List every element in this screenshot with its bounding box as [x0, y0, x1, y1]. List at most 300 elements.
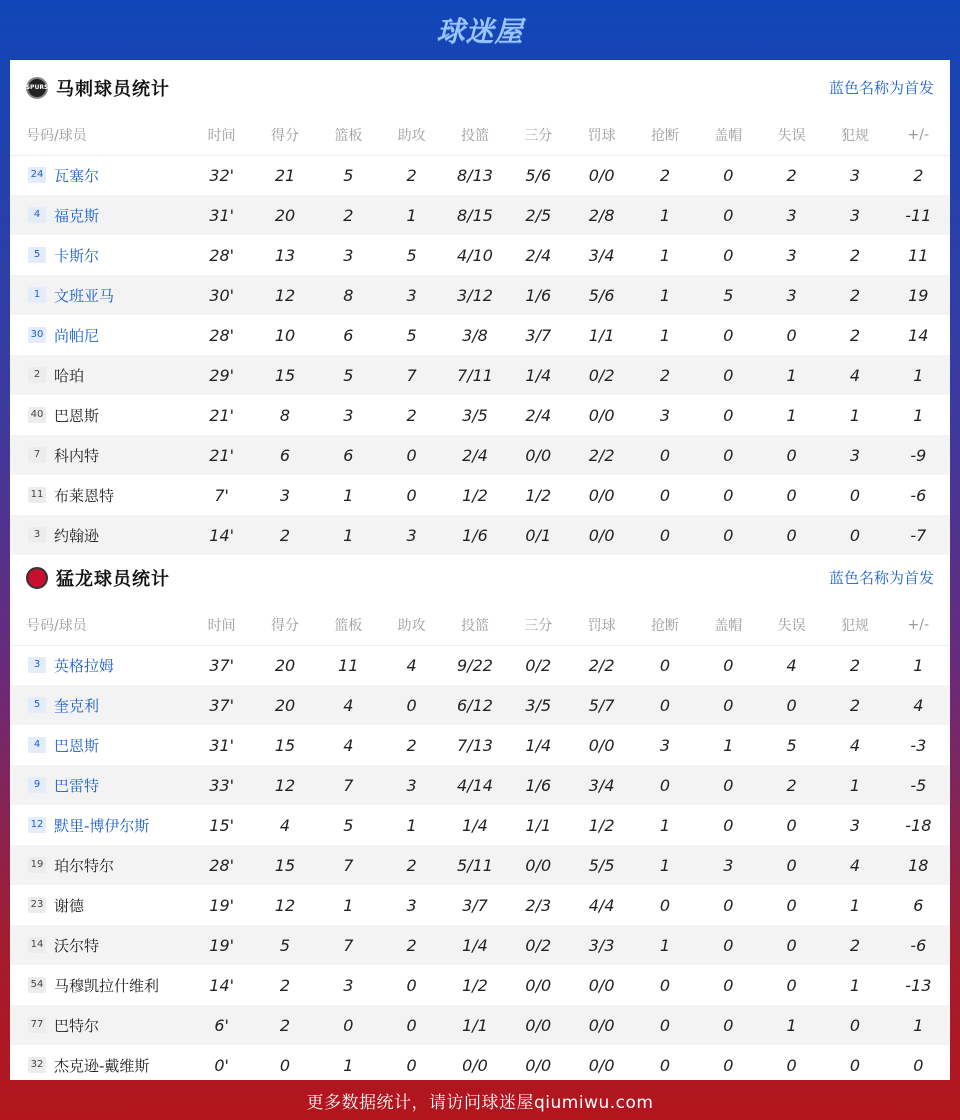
- column-header: 号码/球员: [10, 115, 190, 155]
- stat-cell: 0: [723, 245, 734, 265]
- player-name: 布莱恩特: [54, 486, 115, 505]
- stat-cell: 2: [253, 515, 316, 555]
- player-cell: [10, 725, 190, 765]
- jersey-number-badge: 54: [28, 977, 46, 993]
- stat-cell: 1: [659, 245, 671, 265]
- column-header: 号码/球员: [10, 605, 190, 645]
- stat-cell: 3: [760, 195, 823, 235]
- player-name: 马穆凯拉什维利: [54, 976, 160, 995]
- jersey-number-badge: 9: [28, 777, 46, 793]
- stat-cell: 2: [823, 275, 886, 315]
- starter-note: 蓝色名称为首发: [828, 79, 934, 97]
- stat-cell: 20: [253, 195, 316, 235]
- player-name: 瓦塞尔: [54, 166, 100, 185]
- stat-cell: 5/6: [525, 165, 552, 185]
- stat-cell: 30': [190, 275, 253, 315]
- stat-cell: 0: [279, 1055, 291, 1075]
- stat-cell: 4: [279, 815, 291, 835]
- stat-cell: 8/13: [457, 165, 493, 185]
- stat-cell: 21: [274, 165, 296, 185]
- player-name: 巴恩斯: [54, 406, 100, 425]
- column-header: 时间: [190, 605, 253, 645]
- stat-cell: 2: [406, 735, 417, 755]
- stat-cell: 12: [253, 275, 316, 315]
- jersey-number-badge: 24: [28, 167, 46, 183]
- stat-cell: 0: [823, 1005, 886, 1045]
- stat-cell: 0/2: [507, 925, 570, 965]
- stat-cell: -18: [905, 815, 932, 835]
- stat-cell: 4/4: [588, 895, 615, 915]
- stat-cell: 0: [697, 515, 760, 555]
- player-cell: [10, 685, 190, 725]
- stat-cell: 7/11: [443, 355, 506, 395]
- stat-cell: 0: [633, 435, 696, 475]
- stat-cell: 1: [723, 735, 734, 755]
- stat-cell: 0: [786, 325, 797, 345]
- brand-logo: 球迷屋: [436, 15, 524, 48]
- stat-cell: 1: [380, 195, 443, 235]
- stat-cell: 1: [406, 815, 417, 835]
- stat-cell: 0/2: [570, 355, 633, 395]
- stat-cell: 0/0: [525, 1055, 552, 1075]
- player-name: 杰克逊-戴维斯: [54, 1056, 150, 1075]
- player-cell: [10, 1045, 190, 1085]
- stat-cell: 1: [659, 815, 671, 835]
- stat-cell: 29': [190, 355, 253, 395]
- jersey-number-badge: 23: [28, 897, 46, 913]
- stat-cell: 3/3: [570, 925, 633, 965]
- stat-cell: 3: [380, 275, 443, 315]
- stat-cell: 12: [253, 765, 316, 805]
- stat-cell: 0/0: [462, 1055, 488, 1075]
- stat-cell: -3: [910, 735, 927, 755]
- stat-cell: 1/1: [443, 1005, 506, 1045]
- stat-cell: 2: [849, 325, 861, 345]
- stat-cell: 0: [760, 435, 823, 475]
- stat-cell: 0: [380, 685, 443, 725]
- stat-cell: 14': [209, 975, 235, 995]
- stat-cell: 21': [209, 405, 235, 425]
- stat-cell: 4: [823, 355, 886, 395]
- player-row: [10, 1005, 950, 1045]
- jersey-number-badge: 4: [28, 737, 46, 753]
- team-section-raptors: [10, 550, 950, 1085]
- stat-cell: 1: [887, 355, 950, 395]
- stat-cell: 0/1: [507, 515, 570, 555]
- player-cell: [10, 275, 190, 315]
- footer-banner: 更多数据统计，请访问球迷屋qiumiwu.com: [306, 1092, 654, 1113]
- stat-cell: 31': [209, 735, 235, 755]
- stat-cell: 2: [380, 845, 443, 885]
- player-name: 巴雷特: [54, 776, 100, 795]
- stat-cell: 0: [633, 765, 696, 805]
- stat-cell: 0: [723, 895, 734, 915]
- stat-cell: 14: [908, 325, 929, 345]
- player-cell: [10, 845, 190, 885]
- jersey-number-badge: 5: [28, 697, 46, 713]
- stat-cell: 3: [406, 895, 417, 915]
- player-name: 英格拉姆: [54, 656, 115, 675]
- stat-cell: 2: [406, 165, 417, 185]
- stat-cell: 5/6: [570, 275, 633, 315]
- stat-cell: 0: [786, 895, 797, 915]
- stat-cell: 0: [913, 1055, 924, 1075]
- player-row: [10, 275, 950, 315]
- stat-cell: 7: [380, 355, 443, 395]
- stat-cell: 3/5: [507, 685, 570, 725]
- player-row: [10, 885, 950, 925]
- column-header: +/-: [887, 605, 950, 645]
- stat-cell: 11: [908, 245, 929, 265]
- stat-cell: 1: [849, 975, 861, 995]
- player-row: [10, 355, 950, 395]
- player-row: [10, 315, 950, 355]
- player-cell: [10, 395, 190, 435]
- stat-cell: -5: [887, 765, 950, 805]
- stat-cell: 6/12: [443, 685, 506, 725]
- jersey-number-badge: 3: [28, 657, 46, 673]
- stat-cell: 32': [209, 165, 235, 185]
- jersey-number-badge: 1: [28, 287, 46, 303]
- stat-cell: 18: [887, 845, 950, 885]
- stat-cell: 3/8: [462, 325, 488, 345]
- stat-cell: 1: [760, 1005, 823, 1045]
- player-cell: [10, 965, 190, 1005]
- stat-cell: -7: [887, 515, 950, 555]
- player-row: [10, 925, 950, 965]
- stat-cell: 0: [697, 685, 760, 725]
- stat-cell: 1: [659, 325, 671, 345]
- stat-cell: 5: [317, 355, 380, 395]
- stat-cell: 0: [723, 405, 734, 425]
- stat-cell: 2/5: [507, 195, 570, 235]
- stat-cell: 20: [274, 655, 296, 675]
- stat-cell: 3: [343, 405, 354, 425]
- stat-cell: 2: [913, 165, 924, 185]
- stat-cell: 3: [279, 485, 291, 505]
- team-section-spurs: [10, 60, 950, 555]
- stat-cell: 37': [190, 685, 253, 725]
- column-header: 犯规: [823, 605, 886, 645]
- player-row: [10, 685, 950, 725]
- stat-cell: 3: [823, 195, 886, 235]
- stat-cell: 3: [659, 405, 671, 425]
- stat-cell: 37': [209, 655, 235, 675]
- stat-cell: 3: [849, 815, 861, 835]
- column-header: 罚球: [570, 115, 633, 155]
- stat-cell: 1: [633, 845, 696, 885]
- stat-cell: 1: [913, 655, 924, 675]
- column-header: 失误: [760, 605, 823, 645]
- stat-cell: 3/12: [443, 275, 506, 315]
- player-name: 文班亚马: [54, 286, 115, 305]
- stat-cell: -13: [905, 975, 932, 995]
- stats-table: [10, 605, 950, 1085]
- stat-cell: 5/11: [443, 845, 506, 885]
- stat-cell: 15: [253, 355, 316, 395]
- stat-cell: 19: [887, 275, 950, 315]
- stat-cell: 2: [406, 405, 417, 425]
- player-name: 奎克利: [54, 696, 100, 715]
- stat-cell: 4/14: [443, 765, 506, 805]
- stat-cell: 0/2: [525, 655, 552, 675]
- section-title: 猛龙球员统计: [56, 568, 170, 590]
- stat-cell: 7': [214, 485, 229, 505]
- jersey-number-badge: 32: [28, 1057, 46, 1073]
- stat-cell: 2/8: [570, 195, 633, 235]
- jersey-number-badge: 4: [28, 207, 46, 223]
- stat-cell: 0/0: [525, 975, 552, 995]
- stat-cell: 0: [849, 485, 861, 505]
- stat-cell: -11: [887, 195, 950, 235]
- stat-cell: 3/7: [525, 325, 552, 345]
- column-header: 时间: [190, 115, 253, 155]
- stat-cell: 0: [697, 355, 760, 395]
- stat-cell: 0': [214, 1055, 229, 1075]
- stat-cell: 0: [723, 815, 734, 835]
- stats-table: [10, 115, 950, 555]
- player-name: 科内特: [54, 446, 100, 465]
- stat-cell: 2/3: [525, 895, 552, 915]
- stat-cell: 1: [887, 1005, 950, 1045]
- column-header: 投篮: [443, 115, 506, 155]
- section-title: 马刺球员统计: [56, 78, 170, 100]
- stat-cell: 2: [659, 165, 671, 185]
- player-cell: [10, 475, 190, 515]
- stat-cell: 21': [190, 435, 253, 475]
- stat-cell: 15': [209, 815, 235, 835]
- jersey-number-badge: 3: [28, 527, 46, 543]
- stat-cell: 0: [659, 895, 671, 915]
- player-row: [10, 725, 950, 765]
- stat-cell: 0: [723, 325, 734, 345]
- stat-cell: 6: [253, 435, 316, 475]
- column-header: 得分: [253, 115, 316, 155]
- stat-cell: 0: [786, 1055, 797, 1075]
- stat-cell: 3: [823, 435, 886, 475]
- stat-cell: 1: [633, 195, 696, 235]
- stat-cell: 7: [317, 925, 380, 965]
- stat-cell: 15: [274, 735, 296, 755]
- stat-cell: 3: [786, 245, 797, 265]
- stat-cell: 0: [760, 685, 823, 725]
- stat-cell: 6: [317, 435, 380, 475]
- stat-cell: 6: [343, 325, 354, 345]
- stat-cell: -6: [887, 925, 950, 965]
- player-name: 谢德: [54, 896, 85, 915]
- stat-cell: 0/0: [507, 1005, 570, 1045]
- column-header: +/-: [887, 115, 950, 155]
- stat-cell: 1: [823, 765, 886, 805]
- stat-cell: 4: [823, 845, 886, 885]
- stat-cell: 2: [849, 245, 861, 265]
- stat-cell: 1/2: [462, 975, 488, 995]
- stat-cell: 1/4: [525, 735, 552, 755]
- player-cell: [10, 435, 190, 475]
- stat-cell: 3: [760, 275, 823, 315]
- stat-cell: 2/2: [588, 655, 615, 675]
- player-row: [10, 765, 950, 805]
- player-name: 沃尔特: [54, 936, 100, 955]
- stat-cell: 2/4: [525, 405, 552, 425]
- stat-cell: 3: [849, 165, 861, 185]
- stat-cell: 1/1: [588, 325, 615, 345]
- stat-cell: 1/6: [507, 275, 570, 315]
- stat-cell: 11: [338, 655, 359, 675]
- stat-cell: 5: [343, 165, 354, 185]
- starter-note: 蓝色名称为首发: [828, 569, 934, 587]
- player-row: [10, 235, 950, 275]
- stat-cell: 0: [406, 1055, 417, 1075]
- player-cell: [10, 235, 190, 275]
- stat-cell: 0: [697, 195, 760, 235]
- player-cell: [10, 315, 190, 355]
- stat-cell: 1/1: [525, 815, 552, 835]
- stat-cell: 0: [760, 515, 823, 555]
- stat-cell: 1/4: [507, 355, 570, 395]
- stat-cell: 4: [849, 735, 861, 755]
- stat-cell: 10: [274, 325, 296, 345]
- player-name: 默里-博伊尔斯: [54, 816, 150, 835]
- player-name: 巴恩斯: [54, 736, 100, 755]
- player-name: 福克斯: [54, 206, 100, 225]
- stat-cell: 0/0: [507, 845, 570, 885]
- stat-cell: 0: [723, 655, 734, 675]
- stat-cell: 4: [887, 685, 950, 725]
- column-header: 篮板: [317, 115, 380, 155]
- player-row: [10, 195, 950, 235]
- stat-cell: 0: [659, 975, 671, 995]
- stat-cell: 0: [697, 925, 760, 965]
- stat-cell: 0: [723, 485, 734, 505]
- jersey-number-badge: 2: [28, 367, 46, 383]
- stat-cell: 3: [659, 735, 671, 755]
- column-header: 三分: [507, 605, 570, 645]
- jersey-number-badge: 77: [28, 1017, 46, 1033]
- stat-cell: 8: [279, 405, 291, 425]
- player-row: [10, 435, 950, 475]
- player-row: [10, 515, 950, 555]
- stat-cell: 4: [343, 735, 354, 755]
- column-header: 得分: [253, 605, 316, 645]
- stat-cell: 0/0: [588, 735, 615, 755]
- stat-cell: 0: [406, 975, 417, 995]
- stat-cell: 0: [723, 165, 734, 185]
- stat-cell: 0/0: [588, 405, 615, 425]
- stats-card: [10, 60, 950, 1080]
- stat-cell: 1/6: [443, 515, 506, 555]
- player-cell: [10, 645, 190, 685]
- column-header: 犯规: [823, 115, 886, 155]
- column-header: 三分: [507, 115, 570, 155]
- column-header: 助攻: [380, 605, 443, 645]
- stat-cell: 0: [406, 485, 417, 505]
- stat-cell: 5: [406, 245, 417, 265]
- jersey-number-badge: 7: [28, 447, 46, 463]
- stat-cell: 28': [190, 845, 253, 885]
- player-cell: [10, 355, 190, 395]
- spurs-logo-icon: SPURS: [26, 77, 48, 99]
- column-header: 抢断: [633, 605, 696, 645]
- section-header: [10, 550, 950, 605]
- stat-cell: 20: [253, 685, 316, 725]
- stat-cell: 5/5: [570, 845, 633, 885]
- player-name: 尚帕尼: [54, 326, 100, 345]
- player-row: [10, 805, 950, 845]
- stat-cell: 2: [253, 1005, 316, 1045]
- column-header: 失误: [760, 115, 823, 155]
- player-cell: [10, 885, 190, 925]
- stat-cell: 1: [849, 405, 861, 425]
- column-header: 投篮: [443, 605, 506, 645]
- player-name: 哈珀: [54, 366, 85, 385]
- stat-cell: -6: [910, 485, 927, 505]
- column-header: 盖帽: [697, 605, 760, 645]
- player-row: [10, 395, 950, 435]
- stat-cell: 2: [823, 685, 886, 725]
- jersey-number-badge: 30: [28, 327, 46, 343]
- stat-cell: 2/2: [570, 435, 633, 475]
- stat-cell: 1: [849, 895, 861, 915]
- stat-cell: 3: [380, 515, 443, 555]
- stat-cell: 1/4: [462, 815, 488, 835]
- stat-cell: 5/7: [570, 685, 633, 725]
- stat-cell: 5: [253, 925, 316, 965]
- stat-cell: 0/0: [570, 515, 633, 555]
- stat-cell: 3: [343, 245, 354, 265]
- stat-cell: 0/0: [588, 975, 615, 995]
- stat-cell: 2: [279, 975, 291, 995]
- stat-cell: 2: [849, 655, 861, 675]
- stat-cell: 2: [786, 165, 797, 185]
- stat-cell: 3/4: [570, 765, 633, 805]
- stat-cell: 1: [343, 485, 354, 505]
- stat-cell: 2: [317, 195, 380, 235]
- section-header: [10, 60, 950, 115]
- stat-cell: 0: [380, 435, 443, 475]
- stat-cell: 0: [633, 515, 696, 555]
- stat-cell: 0: [723, 1055, 734, 1075]
- player-cell: [10, 925, 190, 965]
- stat-cell: 0: [380, 1005, 443, 1045]
- stat-cell: 1: [633, 275, 696, 315]
- player-cell: [10, 1005, 190, 1045]
- stat-cell: -9: [887, 435, 950, 475]
- player-cell: [10, 155, 190, 195]
- stat-cell: 1: [786, 405, 797, 425]
- stat-cell: 0: [849, 1055, 861, 1075]
- stat-cell: 0: [786, 975, 797, 995]
- header: [0, 0, 960, 60]
- stat-cell: 33': [190, 765, 253, 805]
- stat-cell: 12: [274, 895, 296, 915]
- stat-cell: 0: [659, 655, 671, 675]
- stat-cell: 28': [209, 245, 235, 265]
- column-header: 助攻: [380, 115, 443, 155]
- stat-cell: 0: [723, 975, 734, 995]
- stat-cell: 4: [317, 685, 380, 725]
- player-name: 约翰逊: [54, 526, 100, 545]
- stat-cell: 19': [190, 925, 253, 965]
- jersey-number-badge: 5: [28, 247, 46, 263]
- stat-cell: 31': [190, 195, 253, 235]
- player-row: [10, 1045, 950, 1085]
- stat-cell: 1/2: [462, 485, 488, 505]
- stat-cell: 0: [633, 685, 696, 725]
- column-header: 盖帽: [697, 115, 760, 155]
- stat-cell: 0: [317, 1005, 380, 1045]
- stat-cell: 8: [317, 275, 380, 315]
